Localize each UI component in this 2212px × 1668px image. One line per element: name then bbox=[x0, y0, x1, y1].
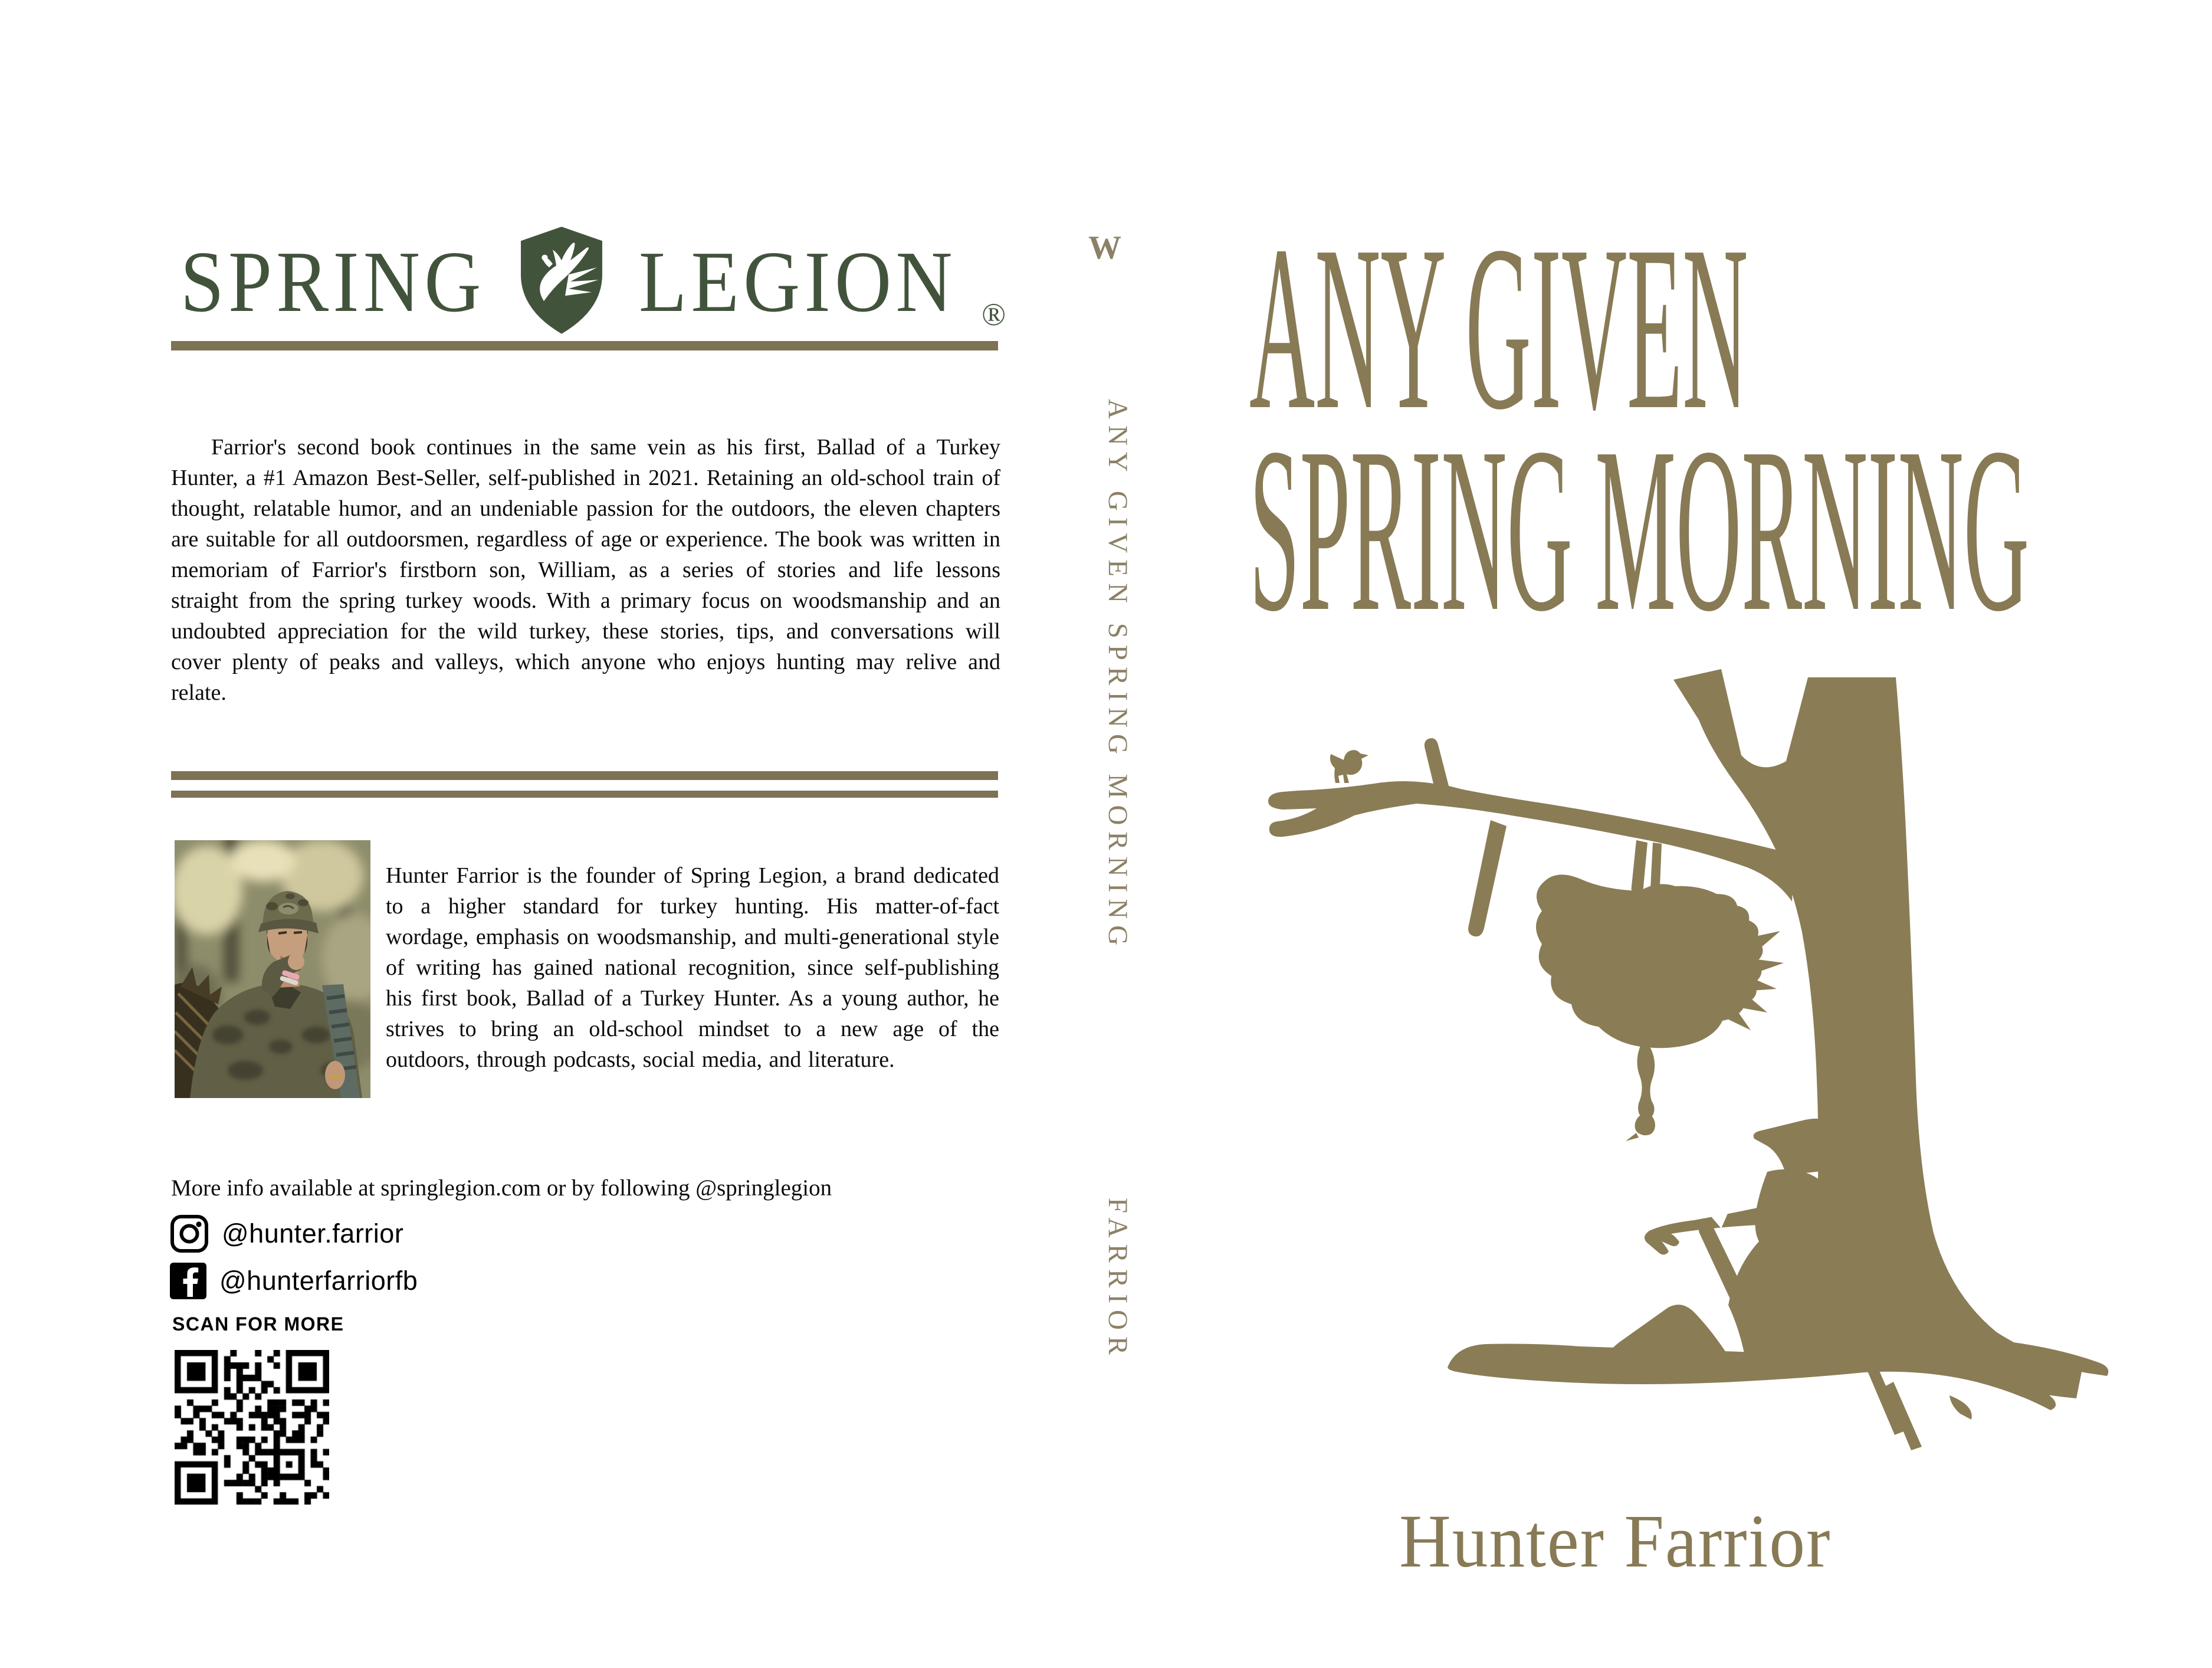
instagram-handle: @hunter.farrior bbox=[222, 1218, 404, 1248]
cover-title-line1: ANY GIVEN bbox=[1249, 198, 1748, 459]
tree-turkey-hunter-illustration bbox=[1227, 667, 2129, 1457]
spring-legion-logo bbox=[171, 223, 1006, 341]
facebook-handle: @hunterfarriorfb bbox=[219, 1266, 418, 1296]
facebook-row bbox=[170, 1263, 418, 1299]
instagram-icon bbox=[170, 1214, 209, 1253]
facebook-icon bbox=[170, 1263, 206, 1299]
back-cover-blurb: Farrior's second book continues in the same vein as his first, Ballad of a Turkey Hunter, a #1 Amazon Best-Seller, self-published in 2021. Retaining an old-school train of thought, relatable humor, and an undeniable passion for the outdoors, the eleven chapters are suitable for all outdoorsmen, regardless of age or experience. The book was written in memoriam of Farrior's firstborn son, William, as a series of stories and life lessons straight from the spring turkey woods. With a primary focus on woodsmanship and an undoubted appreciation for the wild turkey, these stories, tips, and conversations will cover plenty of peaks and valleys, which anyone who enjoys hunting may relive and relate. bbox=[171, 435, 1000, 705]
scan-for-more-label: SCAN FOR MORE bbox=[172, 1313, 344, 1335]
instagram-row bbox=[170, 1214, 403, 1253]
registered-mark: ® bbox=[982, 297, 1006, 332]
divider-top bbox=[171, 341, 998, 350]
logo-word-spring: SPRING bbox=[180, 234, 485, 330]
cover-title-line2: SPRING MORNING bbox=[1249, 400, 2030, 661]
divider-middle-lower bbox=[171, 791, 998, 798]
author-bio: Hunter Farrior is the founder of Spring Legion, a brand dedicated to a higher standard for turkey hunting. His matter-of-fact wordage, emphasis on woodsmanship, and multi-generational style of writing has gained national recognition, since self-publishing his first book, Ballad of a Turkey Hunter. As a young author, he strives to bring an old-school mindset to a new age of the outdoors, through podcasts, social media, and literature. bbox=[386, 863, 999, 1072]
spine-author: FARRIOR bbox=[1102, 1198, 1133, 1362]
spine-title: ANY GIVEN SPRING MORNING bbox=[1102, 399, 1133, 952]
author-photo bbox=[175, 840, 370, 1098]
divider-middle-upper bbox=[171, 771, 998, 780]
qr-code bbox=[175, 1350, 329, 1505]
spine-monogram: W bbox=[1088, 230, 1121, 266]
logo-word-legion: LEGION bbox=[639, 234, 957, 330]
cover-author-name: Hunter Farrior bbox=[1399, 1499, 1832, 1583]
more-info-line: More info available at springlegion.com or by following @springlegion bbox=[171, 1175, 832, 1201]
shield-turkey-icon bbox=[517, 225, 606, 336]
